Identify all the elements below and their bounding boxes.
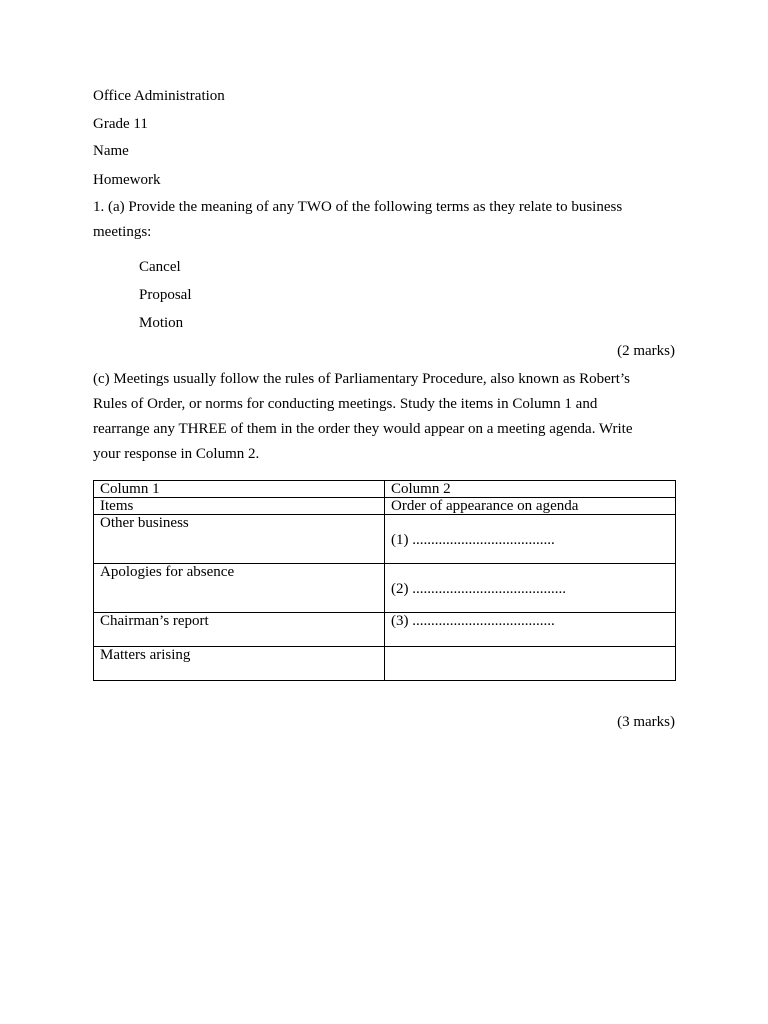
question-1a-prompt [93, 195, 675, 245]
question-1c-line-2: Rules of Order, or norms for conducting meetings. Study the items in Column 1 and [93, 396, 598, 412]
table-header-cell: Column 2 [385, 481, 676, 498]
item-cell: Matters arising [94, 647, 385, 681]
table-row [94, 613, 676, 647]
name-label: Name [93, 143, 129, 159]
term-item: Proposal [139, 287, 192, 303]
table-header-cell: Column 1 [94, 481, 385, 498]
question-1c-line-4: your response in Column 2. [93, 446, 260, 462]
table-subheader-row [94, 498, 676, 515]
table-subheader-cell: Items [94, 498, 385, 515]
question-1c-line-1: (c) Meetings usually follow the rules of Parliamentary Procedure, also known as Robert’s [93, 371, 630, 387]
question-1a-line-2: meetings: [93, 224, 152, 240]
answer-cell[interactable] [385, 515, 676, 564]
question-1c-prompt [93, 367, 675, 467]
answer-blank: (1) ...................................... [391, 532, 555, 548]
agenda-table [93, 480, 676, 681]
table-header-row [94, 481, 676, 498]
answer-cell[interactable] [385, 647, 676, 681]
answer-cell[interactable] [385, 564, 676, 613]
item-cell: Chairman’s report [94, 613, 385, 647]
item-cell: Apologies for absence [94, 564, 385, 613]
table-row [94, 647, 676, 681]
table-row [94, 564, 676, 613]
question-1c-line-3: rearrange any THREE of them in the order they would appear on a meeting agenda. Write [93, 421, 633, 437]
grade-label: Grade 11 [93, 116, 148, 132]
answer-cell[interactable]: (3) ...................................... [385, 613, 676, 647]
question-1a-line-1: 1. (a) Provide the meaning of any TWO of the following terms as they relate to business [93, 199, 623, 215]
table-subheader-cell: Order of appearance on agenda [385, 498, 676, 515]
question-1a-marks: (2 marks) [617, 343, 675, 359]
term-item: Motion [139, 315, 184, 331]
question-1c-marks: (3 marks) [617, 714, 675, 730]
item-cell: Other business [94, 515, 385, 564]
answer-blank: (2) ......................................... [391, 581, 566, 597]
homework-label: Homework [93, 172, 161, 188]
subject-title: Office Administration [93, 88, 225, 104]
term-item: Cancel [139, 259, 181, 275]
table-row [94, 515, 676, 564]
